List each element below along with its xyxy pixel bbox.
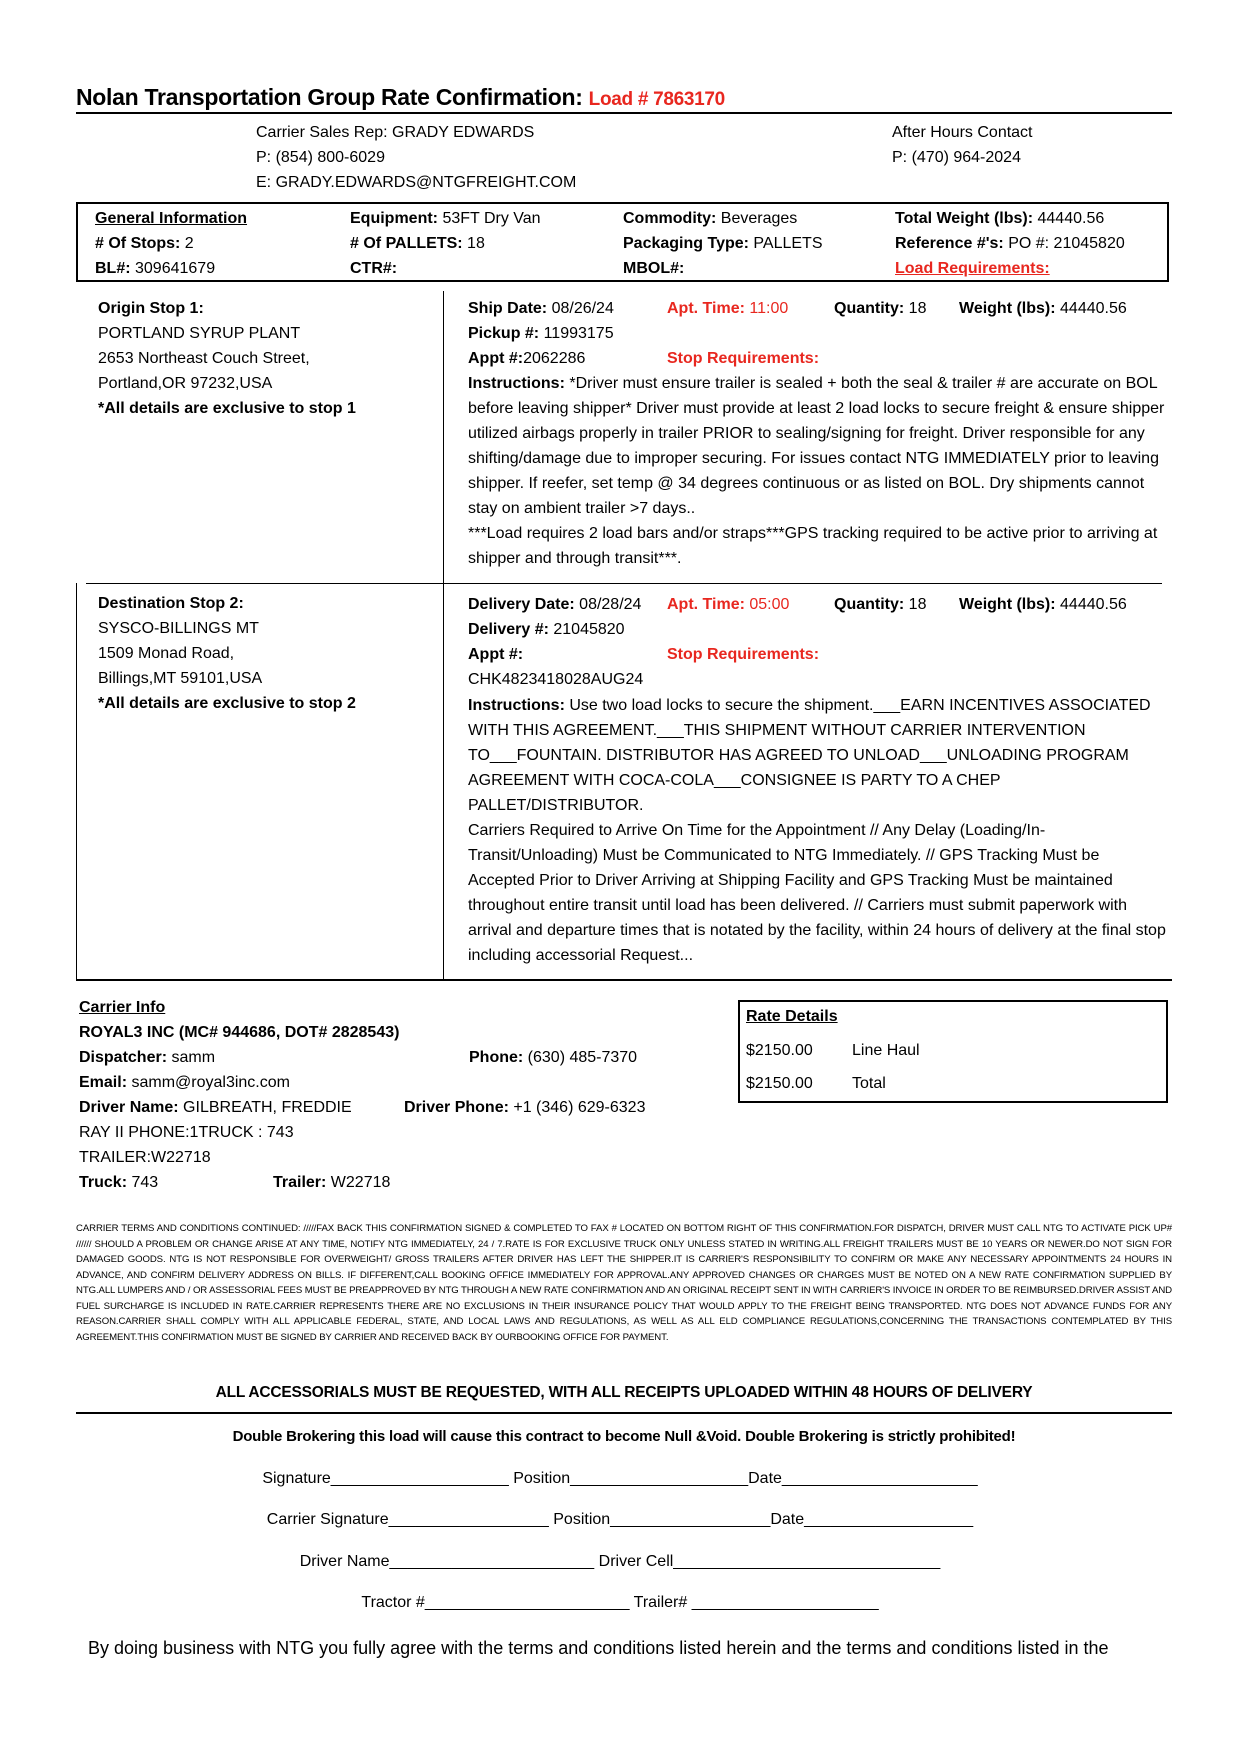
sales-rep-name: Carrier Sales Rep: GRADY EDWARDS: [256, 124, 535, 141]
bl-number: BL#: 309641679: [95, 260, 216, 277]
rate-details-heading: Rate Details: [746, 1008, 838, 1025]
delivery-date: Delivery Date: 08/28/24: [468, 596, 642, 613]
rate-details-box: [738, 1000, 1168, 1103]
origin-ship-date: Ship Date: 08/26/24: [468, 300, 614, 317]
stop-divider: [86, 583, 1162, 584]
reference-numbers: Reference #'s: PO #: 21045820: [895, 235, 1125, 252]
packaging-type: Packaging Type: PALLETS: [623, 235, 823, 252]
stops-count: # Of Stops: 2: [95, 235, 194, 252]
origin-stop-requirements: Stop Requirements:: [667, 350, 820, 367]
destination-name: SYSCO-BILLINGS MT: [98, 620, 259, 637]
total-weight: Total Weight (lbs): 44440.56: [895, 210, 1105, 227]
origin-instructions: [468, 371, 1168, 571]
origin-pickup-number: Pickup #: 11993175: [468, 325, 614, 342]
destination-stop-heading: Destination Stop 2:: [98, 595, 244, 612]
destination-instructions: [468, 693, 1168, 968]
general-information-box: [76, 202, 1169, 282]
origin-apt-time: Apt. Time: 11:00: [667, 300, 789, 317]
carrier-phone: Phone: (630) 485-7370: [469, 1049, 638, 1066]
destination-exclusive-note: *All details are exclusive to stop 2: [98, 695, 356, 712]
destination-instructions-extra: Carriers Required to Arrive On Time for the Appointment // Any Delay (Loading/In-Transit/Unloading) Must be Communicated to NTG Immediately. // GPS Tracking Must be Accepted Prior to Driver Arriving at Shipping Facility and GPS Tracking Must be maintained throughout entire transit until load has been delivered. // Carriers must submit paperwork with arrival and departure times that is notated by the facility, within 24 hours of delivery at the final stop including accessorial Request...: [468, 822, 1166, 964]
destination-quantity: Quantity: 18: [834, 596, 927, 613]
destination-instructions-text: Instructions: Use two load locks to secure the shipment.___EARN INCENTIVES ASSOCIATED WITH THIS AGREEMENT.___THIS SHIPMENT WITHOUT CARRIER INTERVENTION TO___FOUNTAIN. DISTRIBUTOR HAS AGREED TO UNLOAD___UNLOADING PROGRAM AGREEMENT WITH COCA-COLA___CONSIGNEE IS PARTY TO A CHEP PALLET/DISTRIBUTOR.: [468, 697, 1151, 814]
load-requirements-link[interactable]: Load Requirements:: [895, 260, 1050, 277]
driver-phone: Driver Phone: +1 (346) 629-6323: [404, 1099, 646, 1116]
load-number: Load # 7863170: [588, 89, 725, 110]
sales-rep-email: E: GRADY.EDWARDS@NTGFREIGHT.COM: [256, 174, 577, 191]
carrier-info-heading: Carrier Info: [79, 999, 166, 1016]
carrier-note-trailer: TRAILER:W22718: [79, 1149, 211, 1166]
delivery-number: Delivery #: 21045820: [468, 621, 625, 638]
footer-agreement-text: By doing business with NTG you fully agree with the terms and conditions listed herein and the terms and conditions listed in the: [88, 1638, 1109, 1658]
tractor-trailer-line[interactable]: Tractor #_______________________ Trailer# _____________________: [361, 1594, 879, 1611]
destination-stop-address: [98, 591, 356, 716]
origin-street: 2653 Northeast Couch Street,: [98, 350, 310, 367]
carrier-name: ROYAL3 INC (MC# 944686, DOT# 2828543): [79, 1024, 400, 1041]
origin-stop-heading: Origin Stop 1:: [98, 300, 204, 317]
title-divider: [76, 112, 1172, 114]
signature-line[interactable]: Signature____________________ Position____________________Date______________________: [262, 1470, 978, 1487]
double-brokering-notice: Double Brokering this load will cause this contract to become Null &Void. Double Brokering is strictly prohibited!: [232, 1428, 1016, 1445]
title-text: Nolan Transportation Group Rate Confirmation:: [76, 84, 583, 110]
origin-appt-number: Appt #:2062286: [468, 350, 586, 367]
rate-row-amount: $2150.00: [746, 1075, 813, 1092]
sales-rep-phone: P: (854) 800-6029: [256, 149, 385, 166]
rate-row-amount: $2150.00: [746, 1042, 813, 1059]
mbol-number: MBOL#:: [623, 260, 685, 277]
destination-appt-label: Appt #:: [468, 646, 524, 663]
origin-column-divider: [443, 291, 444, 583]
rate-row-description: Total: [852, 1075, 886, 1092]
destination-appt-number: CHK4823418028AUG24: [468, 671, 644, 688]
origin-city: Portland,OR 97232,USA: [98, 375, 273, 392]
after-hours-contact: [892, 120, 1033, 170]
truck-number: Truck: 743: [79, 1174, 159, 1191]
origin-weight: Weight (lbs): 44440.56: [959, 300, 1127, 317]
origin-quantity: Quantity: 18: [834, 300, 927, 317]
after-hours-label: After Hours Contact: [892, 124, 1033, 141]
trailer-number: Trailer: W22718: [273, 1174, 391, 1191]
rate-row-description: Line Haul: [852, 1042, 920, 1059]
ctr-number: CTR#:: [350, 260, 398, 277]
general-info-heading: General Information: [95, 210, 248, 227]
carrier-note-truck: RAY II PHONE:1TRUCK : 743: [79, 1124, 294, 1141]
terms-and-conditions: CARRIER TERMS AND CONDITIONS CONTINUED: /////FAX BACK THIS CONFIRMATION SIGNED & COMPLETED TO FAX # LOCATED ON BOTTOM RIGHT OF THIS CONFIRMATION.FOR DISPATCH, DRIVER MUST CALL NTG TO ACTIVATE PICK UP# ////// SHOULD A PROBLEM OR CHANGE ARISE AT ANY TIME, NOTIFY NTG IMMEDIATELY, 24 / 7.RATE IS FOR EXCLUSIVE TRUCK ONLY UNLESS STATED IN WRITING.ALL FREIGHT TRAILERS MUST BE 10 YEARS OR NEWER.DO NOT SIGN FOR DAMAGED GOODS. NTG IS NOT RESPONSIBLE FOR OVERWEIGHT/ GROSS TRAILERS AFTER DRIVER HAS LEFT THE SHIPPER.IT IS CARRIER'S RESPONSIBILITY TO CONFIRM OR MAKE ANY NECESSARY APPOINTMENTS 24 HOURS IN ADVANCE, AND CONFIRM DELIVERY ADDRESS ON BILLS. IF DIFFERENT,CALL BOOKING OFFICE IMMEDIATELY FOR APPROVAL.ANY APPROVED CHANGES OR CHARGES MUST BE NOTED ON A NEW RATE CONFIRMATION SUPPLIED BY NTG.ALL LUMPERS AND / OR ASSESSORIAL FEES MUST BE PREAPPROVED BY NTG THROUGH A NEW RATE CONFIRMATION AND AN ORIGINAL RECEIPT SENT IN WITH CARRIER'S INVOICE IN ORDER TO BE REIMBURSED.DRIVER ASSIST AND FUEL SURCHARGE IS INCLUDED IN RATE.CARRIER REPRESENTS THERE ARE NO EXCLUSIONS IN THEIR INSURANCE POLICY THAT WOULD APPLY TO THE FREIGHT BEING TRANSPORTED. NTG DOES NOT ADVANCE FUNDS FOR ANY REASON.CARRIER SHALL COMPLY WITH ALL APPLICABLE FEDERAL, STATE, AND LOCAL LAWS AND REGULATIONS, AS WELL AS ALL ELD COMPLIANCE REGULATIONS,CONCERNING THE TRANSACTIONS CONTEMPLATED BY THIS AGREEMENT.THIS CONFIRMATION MUST BE SIGNED BY CARRIER AND RECEIVED BACK BY OURBOOKING OFFICE FOR PAYMENT.: [76, 1223, 1172, 1343]
carrier-email: Email: samm@royal3inc.com: [79, 1074, 290, 1091]
destination-stop-requirements: Stop Requirements:: [667, 646, 820, 663]
origin-name: PORTLAND SYRUP PLANT: [98, 325, 301, 342]
destination-city: Billings,MT 59101,USA: [98, 670, 263, 687]
driver-name: Driver Name: GILBREATH, FREDDIE: [79, 1099, 352, 1116]
origin-stop-address: [98, 296, 356, 421]
accessorials-notice: ALL ACCESSORIALS MUST BE REQUESTED, WITH ALL RECEIPTS UPLOADED WITHIN 48 HOURS OF DELIVERY: [215, 1384, 1033, 1401]
stops-bottom-rule: [76, 979, 1172, 981]
equipment: Equipment: 53FT Dry Van: [350, 210, 541, 227]
commodity: Commodity: Beverages: [623, 210, 798, 227]
destination-weight: Weight (lbs): 44440.56: [959, 596, 1127, 613]
destination-column-divider: [443, 583, 444, 979]
destination-apt-time: Apt. Time: 05:00: [667, 596, 790, 613]
notice-divider: [76, 1412, 1172, 1414]
origin-exclusive-note: *All details are exclusive to stop 1: [98, 400, 356, 417]
carrier-signature-line[interactable]: Carrier Signature__________________ Position__________________Date___________________: [266, 1511, 974, 1528]
after-hours-phone: P: (470) 964-2024: [892, 149, 1021, 166]
origin-instructions-extra: ***Load requires 2 load bars and/or straps***GPS tracking required to be active prior to arriving at shipper and through transit***.: [468, 525, 1158, 567]
sales-rep-contact: [256, 120, 576, 195]
destination-street: 1509 Monad Road,: [98, 645, 235, 662]
pallets-count: # Of PALLETS: 18: [350, 235, 485, 252]
driver-name-line[interactable]: Driver Name_______________________ Driver Cell______________________________: [299, 1553, 941, 1570]
origin-instructions-text: Instructions: *Driver must ensure trailer is sealed + both the seal & trailer # are accurate on BOL before leaving shipper* Driver must provide at least 2 load locks to secure freight & ensure shipper utilized airbags properly in trailer PRIOR to sealing/signing for freight. Driver responsible for any shifting/damage due to improper securing. For issues contact NTG IMMEDIATELY prior to leaving shipper. If reefer, set temp @ 34 degrees continuous or as listed on BOL. Dry shipments cannot stay on ambient trailer >7 days..: [468, 375, 1165, 517]
dispatcher: Dispatcher: samm: [79, 1049, 216, 1066]
document-title: [76, 84, 725, 111]
destination-left-border: [76, 583, 77, 979]
